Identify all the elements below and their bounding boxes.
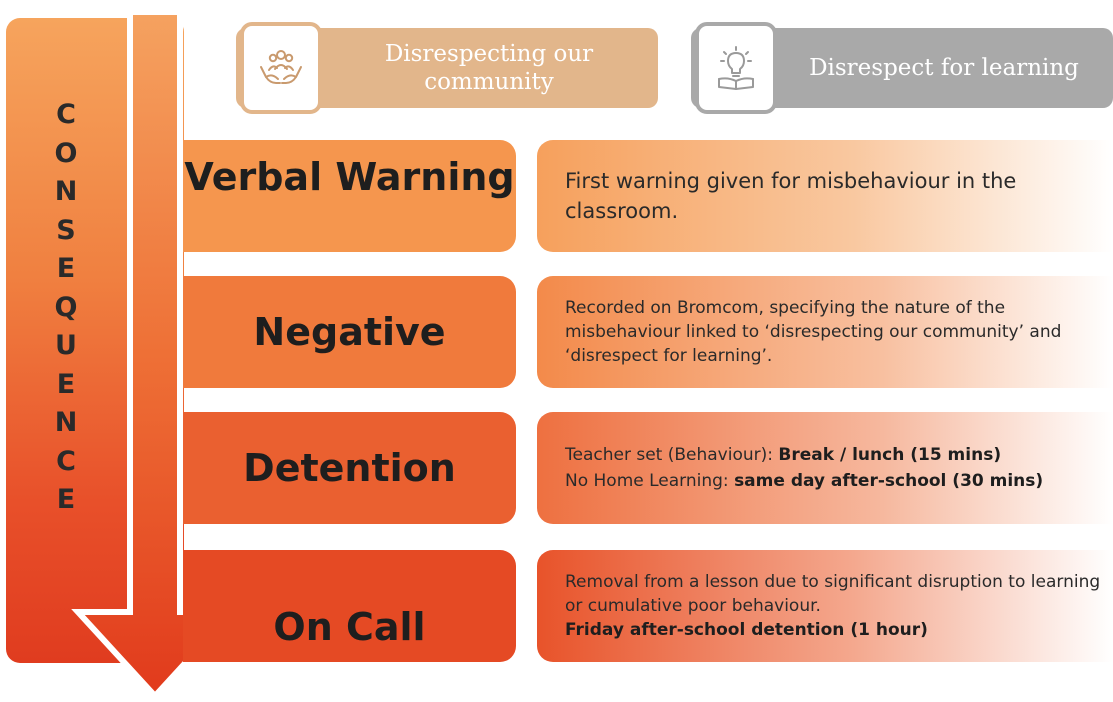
description-emphasis: Break / lunch (15 mins) — [778, 445, 1002, 465]
description-text: Removal from a lesson due to significant disruption to learning or cumulative poor behaviour. — [565, 572, 1101, 616]
consequence-description — [537, 276, 1113, 388]
description-line — [565, 618, 1113, 642]
category-learning — [691, 28, 1113, 108]
consequence-description — [537, 550, 1113, 662]
consequence-letter: N — [54, 176, 78, 207]
hands-community-icon — [240, 22, 322, 114]
consequence-title-verbal-warning: Verbal Warning — [183, 140, 516, 252]
description-text: First warning given for misbehaviour in the classroom. — [565, 169, 1017, 223]
consequence-letter: E — [56, 368, 76, 400]
consequence-description — [537, 412, 1113, 524]
consequence-letter: E — [56, 484, 76, 515]
consequence-title-negative: Negative — [183, 276, 516, 388]
consequence-description — [537, 140, 1113, 252]
category-community — [236, 28, 658, 108]
lightbulb-book-icon — [695, 22, 777, 114]
consequence-title-detention: Detention — [183, 412, 516, 524]
category-community-label: Disrespecting our community — [384, 41, 594, 95]
consequence-vertical-label — [44, 96, 88, 520]
consequence-letter: C — [56, 99, 76, 130]
category-learning-label: Disrespect for learning — [809, 55, 1079, 81]
consequence-letter: N — [54, 407, 78, 438]
consequence-letter: O — [54, 137, 78, 169]
description-line — [565, 468, 1113, 494]
consequence-letter: C — [56, 445, 76, 477]
consequence-letter: E — [56, 253, 76, 284]
description-line — [565, 442, 1113, 468]
description-emphasis: Friday after-school detention (1 hour) — [565, 620, 928, 640]
consequence-letter: S — [56, 214, 76, 246]
description-text: Recorded on Bromcom, specifying the nature of the misbehaviour linked to ‘disrespecting our community’ and ‘disrespect for learning’. — [565, 298, 1062, 366]
consequence-letter: U — [55, 330, 77, 361]
consequence-letter: Q — [54, 291, 78, 323]
consequence-title-on-call: On Call — [183, 550, 516, 662]
description-emphasis: same day after-school (30 mins) — [734, 471, 1044, 491]
description-text: No Home Learning: — [565, 471, 735, 491]
description-text: Teacher set (Behaviour): — [565, 445, 779, 465]
